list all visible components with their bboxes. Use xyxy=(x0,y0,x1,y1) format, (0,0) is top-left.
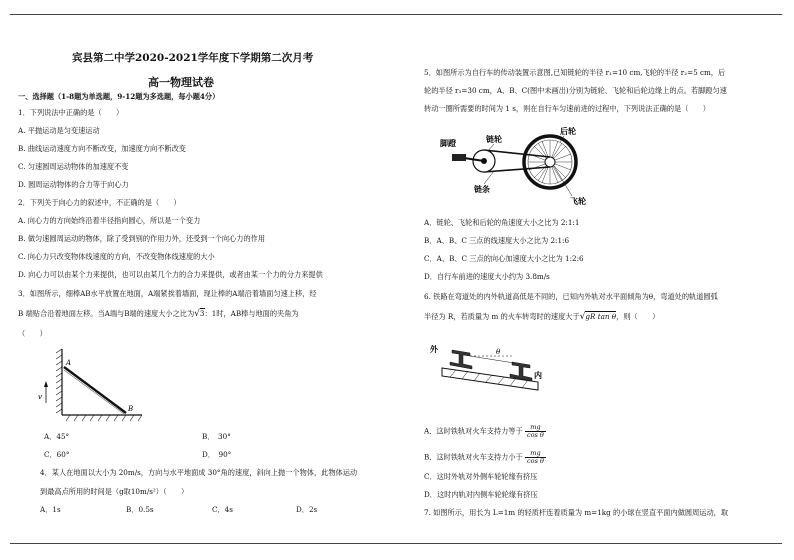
rear-wheel xyxy=(524,136,576,188)
pedal xyxy=(452,154,466,161)
q6-option-d[interactable]: D．这时内轨对内侧车轮轮缘有挤压 xyxy=(424,490,538,499)
label-chain: 链条 xyxy=(474,185,490,194)
frac-num: mg xyxy=(525,450,546,458)
q5-line2: 轮的半径 r₃=30 cm，A、B、C(图中未画出)分别为链轮、飞轮和后轮边缘上的点。若脚蹬匀速 xyxy=(424,86,727,95)
label-chainwheel: 链轮 xyxy=(486,135,502,144)
q6-b-fraction xyxy=(525,450,546,465)
q2-stem: 2．下列关于向心力的叙述中，不正确的是（ ） xyxy=(18,198,181,207)
q6-line1: 6. 铁路在弯道处的内外轨道高低是不同的，已知内外轨对水平面倾角为θ，弯道处的轨道圆弧 xyxy=(424,292,718,301)
q6-option-c[interactable]: C．这时外轨对外侧车轮轮缘有挤压 xyxy=(424,472,538,481)
q2-option-b[interactable]: B. 做匀速圆周运动的物体，除了受到别的作用力外，还受到一个向心力的作用 xyxy=(18,234,266,243)
q6-b-text: B．这时铁轨对火车支持力小于 xyxy=(424,452,523,462)
q1-option-b[interactable]: B. 曲线运动速度方向不断改变，加速度方向不断改变 xyxy=(18,144,186,153)
q6-option-a[interactable] xyxy=(424,424,546,439)
label-flywheel: 飞轮 xyxy=(570,197,586,206)
label-rear-wheel: 后轮 xyxy=(560,127,576,136)
q1-option-c[interactable]: C. 匀速圆周运动物体的加速度不变 xyxy=(18,162,129,171)
q3-option-d[interactable]: D． 90° xyxy=(202,450,232,459)
q1-stem: 1．下列说法中正确的是（ ） xyxy=(18,108,124,117)
q6-line2: 半径为 R，若质量为 m 的火车转弯时的速度大于√gR tan θ，则（ ） xyxy=(424,312,660,322)
q3-figure xyxy=(24,345,144,423)
fig3-a-label: A xyxy=(66,359,72,367)
q6-option-b[interactable] xyxy=(424,450,546,465)
q3-line1: 3．如图所示，细棒AB水平放置在地面，A端紧挨着墙面，现让棒的A端沿着墙面匀速上移，经 xyxy=(18,289,317,298)
right-column xyxy=(418,0,794,560)
frac-den: cos θ xyxy=(527,457,544,465)
frac-den: cos θ xyxy=(526,431,544,439)
q6-a-text: A．这时铁轨对火车支持力等于 xyxy=(424,426,523,436)
q5-figure xyxy=(438,120,598,210)
school-title: 宾县第二中学2020-2021学年度下学期第二次月考 xyxy=(72,52,314,64)
q5-option-a[interactable]: A．链轮、飞轮和后轮的角速度大小之比为 2:1:1 xyxy=(424,218,580,227)
q4-line2: 到最高点所用的时间是（g取10m/s²）（ ） xyxy=(40,487,189,496)
q6-a-fraction xyxy=(525,424,546,439)
q4-option-a[interactable]: A．1s xyxy=(40,505,61,514)
q3-option-b[interactable]: B． 30° xyxy=(202,432,231,441)
exam-title: 高一物理试卷 xyxy=(148,76,214,89)
q1-option-d[interactable]: D. 圆周运动物体的合力等于向心力 xyxy=(18,180,129,189)
q6-line2-b: ，则（ ） xyxy=(616,312,660,321)
outer-rail xyxy=(450,350,472,369)
section-heading: 一、选择题（1-8题为单选题，9-12题为多选题，每小题4分） xyxy=(18,92,220,101)
q3-root: 3 xyxy=(199,309,205,318)
theta-label: θ xyxy=(496,348,501,356)
q2-option-c[interactable]: C. 向心力只改变物体线速度的方向，不改变物体线速度的大小 xyxy=(18,252,215,261)
q4-option-d[interactable]: D．2s xyxy=(296,505,318,514)
label-pedal: 脚蹬 xyxy=(440,139,456,148)
q2-option-d[interactable]: D. 向心力可以由某个力来提供，也可以由某几个力的合力来提供，或者由某一个力的分力来提供 xyxy=(18,270,323,279)
q3-paren: （ ） xyxy=(18,329,47,338)
q4-option-c[interactable]: C．4s xyxy=(212,505,233,514)
q5-option-b[interactable]: B．A、B、C 三点的线速度大小之比为 2:1:6 xyxy=(424,236,570,245)
q3-line2-b: ：1时，AB棒与地面的夹角为 xyxy=(204,309,299,318)
q6-line2-a: 半径为 R，若质量为 m 的火车转弯时的速度大于 xyxy=(424,312,580,321)
q3-line2-a: B 端贴合沿着地面左移。当A端与B端的速度大小之比为 xyxy=(18,309,195,318)
fig3-b-label: B xyxy=(128,405,134,413)
label-outer: 外 xyxy=(430,345,438,354)
q3-line2: B 端贴合沿着地面左移。当A端与B端的速度大小之比为√3：1时，AB棒与地面的夹角为 xyxy=(18,309,299,319)
q3-option-c[interactable]: C．60° xyxy=(44,450,70,459)
q3-option-a[interactable]: A．45° xyxy=(44,432,70,441)
q7-line1: 7. 如图所示，用长为 L=1m 的轻质杆连着质量为 m=1kg 的小球在竖直平面内做圆周运动，取 xyxy=(424,508,729,517)
q4-option-b[interactable]: B．0.5s xyxy=(126,505,154,514)
frac-num: mg xyxy=(525,424,546,432)
label-inner: 内 xyxy=(534,371,542,380)
q6-root: gR tan θ xyxy=(585,312,617,321)
q5-option-c[interactable]: C．A、B、C 三点的向心加速度大小之比为 1:2:6 xyxy=(424,254,584,263)
q5-line1: 5．如图所示为自行车的传动装置示意图,已知链轮的半径 r₁=10 cm,飞轮的半径 r₂=5 cm，后 xyxy=(424,68,726,77)
q1-option-a[interactable]: A. 平抛运动是匀变速运动 xyxy=(18,126,100,135)
q5-option-d[interactable]: D．自行车前进的速度大小约为 3.8m/s xyxy=(424,272,550,281)
q2-option-a[interactable]: A. 向心力的方向始终沿着半径指向圆心，所以是一个变力 xyxy=(18,216,201,225)
fig3-v-label: v xyxy=(38,393,42,401)
q4-line1: 4．某人在地面以大小为 20m/s，方向与水平地面成 30°角的速度，斜向上抛一个物体，此物体运动 xyxy=(40,468,358,477)
q5-line3: 转动一圈所需要的时间为 1 s，则在自行车匀速前进的过程中，下列说法正确的是（ ） xyxy=(424,104,710,113)
q6-figure xyxy=(426,334,546,394)
left-column xyxy=(10,0,390,560)
